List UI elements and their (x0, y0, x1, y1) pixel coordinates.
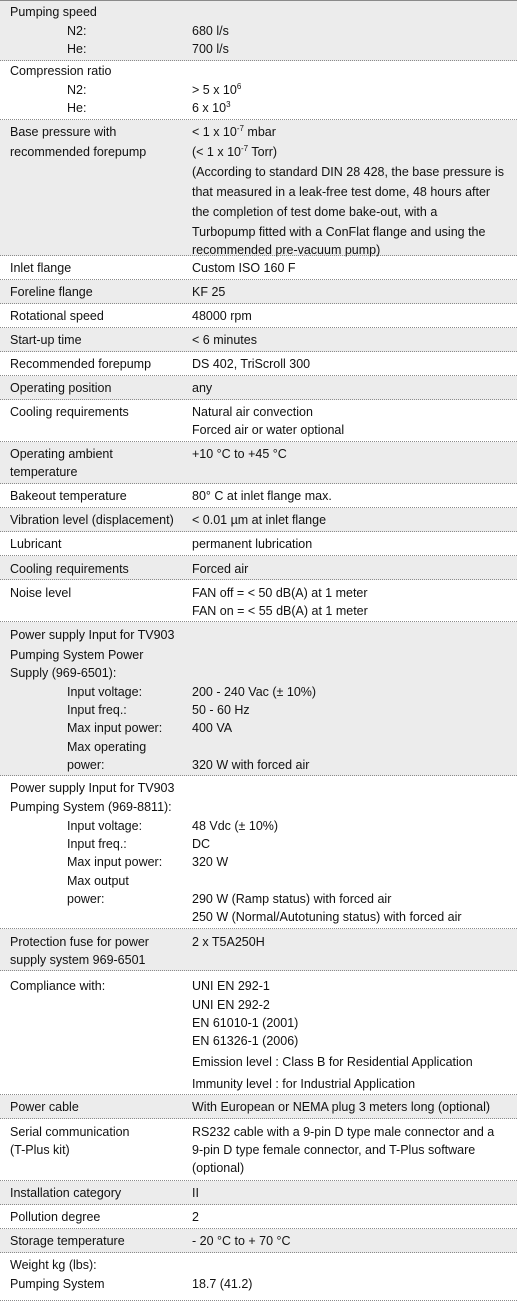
spec-line (0, 853, 517, 871)
spec-line (0, 355, 517, 373)
value-unit: Torr) (248, 145, 278, 159)
spec-value (192, 1098, 490, 1116)
spec-line (0, 817, 517, 835)
value-text: DS 402, TriScroll 300 (192, 357, 311, 371)
value-text: Turbopump fitted with a ConFlat flange and using the (192, 225, 486, 239)
spec-row (0, 1119, 517, 1181)
value-text: 2 (192, 1210, 199, 1224)
spec-line (0, 40, 517, 58)
value-text: (optional) (192, 1161, 245, 1175)
value-text: that measured in a leak-free test dome, 48 hours after (192, 185, 491, 199)
spec-line (0, 143, 517, 161)
spec-label: Pollution degree (10, 1210, 101, 1224)
spec-label: temperature (10, 465, 78, 479)
spec-line (0, 738, 517, 756)
spec-line (0, 1208, 517, 1226)
spec-value (192, 1075, 415, 1093)
spec-row (0, 1253, 517, 1301)
value-text: II (192, 1186, 199, 1200)
value-superscript: -7 (241, 143, 249, 153)
value-text: UNI EN 292-1 (192, 979, 270, 993)
spec-row (0, 1229, 517, 1253)
spec-sublabel: Max operating (67, 740, 147, 754)
spec-row (0, 1181, 517, 1205)
spec-sublabel: Max input power: (67, 721, 163, 735)
value-text: 2 x T5A250H (192, 935, 265, 949)
spec-label: Recommended forepump (10, 357, 152, 371)
spec-value (192, 421, 344, 439)
spec-line (0, 307, 517, 325)
value-text: 9-pin D type female connector, and T-Plus software (192, 1143, 476, 1157)
spec-line (0, 646, 517, 664)
spec-value (192, 203, 437, 221)
spec-line (0, 756, 517, 774)
spec-value (192, 977, 270, 995)
value-text: +10 °C to +45 °C (192, 447, 287, 461)
spec-line (0, 62, 517, 80)
spec-value (192, 487, 332, 505)
value-text: DC (192, 837, 211, 851)
spec-line (0, 403, 517, 421)
spec-line (0, 463, 517, 481)
spec-value (192, 511, 326, 529)
spec-value (192, 1159, 244, 1177)
value-text: 290 W (Ramp status) with forced air (192, 892, 392, 906)
value-text: 50 - 60 Hz (192, 703, 250, 717)
spec-row (0, 304, 517, 328)
spec-line (0, 81, 517, 99)
value-text: Natural air convection (192, 405, 313, 419)
spec-line (0, 908, 517, 926)
value-text: 200 - 240 Vac (± 10%) (192, 685, 317, 699)
spec-label: Foreline flange (10, 285, 93, 299)
spec-label: Rotational speed (10, 309, 104, 323)
spec-row (0, 971, 517, 1095)
spec-label: supply system 969-6501 (10, 953, 146, 967)
spec-line (0, 951, 517, 969)
spec-value (192, 908, 462, 926)
value-text: 250 W (Normal/Autotuning status) with forced air (192, 910, 462, 924)
spec-value (192, 445, 287, 463)
value-text: 320 W (192, 855, 229, 869)
spec-line (0, 1014, 517, 1032)
spec-value (192, 1232, 291, 1250)
spec-row (0, 508, 517, 532)
spec-sublabel: power: (67, 892, 105, 906)
value-text: 48 Vdc (± 10%) (192, 819, 279, 833)
value-text: permanent lubrication (192, 537, 313, 551)
value-text: EN 61326-1 (2006) (192, 1034, 299, 1048)
spec-line (0, 602, 517, 620)
spec-line (0, 3, 517, 21)
spec-value (192, 853, 228, 871)
spec-line (0, 183, 517, 201)
spec-value (192, 683, 316, 701)
spec-line (0, 835, 517, 853)
value-text: EN 61010-1 (2001) (192, 1016, 299, 1030)
spec-value (192, 379, 212, 397)
spec-value (192, 584, 368, 602)
spec-value (192, 1184, 199, 1202)
spec-line (0, 719, 517, 737)
spec-line (0, 1098, 517, 1116)
spec-label: Pumping System (10, 1277, 105, 1291)
spec-value (192, 535, 312, 553)
value-unit: mbar (243, 125, 276, 139)
spec-label: Protection fuse for power (10, 935, 149, 949)
spec-line (0, 163, 517, 181)
spec-row (0, 0, 517, 61)
spec-label: Power cable (10, 1100, 79, 1114)
value-text: Immunity level : for Industrial Application (192, 1077, 416, 1091)
spec-label: Weight kg (lbs): (10, 1258, 97, 1272)
spec-label: Storage temperature (10, 1234, 125, 1248)
spec-value (192, 1208, 199, 1226)
spec-row (0, 400, 517, 442)
spec-line (0, 933, 517, 951)
spec-row (0, 280, 517, 304)
spec-sublabel: N2: (67, 24, 87, 38)
spec-line (0, 445, 517, 463)
spec-row (0, 120, 517, 256)
spec-value (192, 1141, 475, 1159)
value-text: (According to standard DIN 28 428, the base pressure is (192, 165, 504, 179)
value-text: RS232 cable with a 9-pin D type male connector and a (192, 1125, 495, 1139)
spec-line (0, 701, 517, 719)
spec-label: Vibration level (displacement) (10, 513, 174, 527)
spec-label: Bakeout temperature (10, 489, 127, 503)
spec-value (192, 307, 252, 325)
spec-line (0, 1032, 517, 1050)
spec-row (0, 622, 517, 776)
spec-label: Start-up time (10, 333, 82, 347)
spec-value (192, 22, 229, 40)
value-text: (< 1 x 10 (192, 145, 241, 159)
spec-value (192, 403, 313, 421)
spec-line (0, 1159, 517, 1177)
spec-label: Inlet flange (10, 261, 72, 275)
spec-row (0, 532, 517, 556)
value-text: the completion of test dome bake-out, with a (192, 205, 438, 219)
spec-line (0, 872, 517, 890)
value-text: Emission level : Class B for Residential Application (192, 1055, 473, 1069)
spec-sublabel: He: (67, 42, 87, 56)
value-text: Forced air (192, 562, 249, 576)
spec-row (0, 352, 517, 376)
spec-row (0, 929, 517, 971)
spec-row (0, 376, 517, 400)
spec-line (0, 421, 517, 439)
value-text: 80° C at inlet flange max. (192, 489, 332, 503)
spec-row (0, 328, 517, 352)
spec-value (192, 602, 368, 620)
spec-line (0, 123, 517, 141)
spec-line (0, 1075, 517, 1093)
spec-line (0, 977, 517, 995)
spec-value (192, 835, 210, 853)
spec-sublabel: Input voltage: (67, 685, 143, 699)
spec-label: Compliance with: (10, 979, 106, 993)
spec-line (0, 223, 517, 241)
spec-line (0, 203, 517, 221)
spec-value (192, 331, 257, 349)
spec-row (0, 776, 517, 929)
spec-value (192, 40, 229, 58)
spec-line (0, 584, 517, 602)
spec-line (0, 535, 517, 553)
spec-sublabel: Max output (67, 874, 129, 888)
spec-value (192, 560, 248, 578)
value-text: 18.7 (41.2) (192, 1277, 253, 1291)
spec-label: recommended forepump (10, 145, 147, 159)
spec-line (0, 379, 517, 397)
spec-line (0, 798, 517, 816)
spec-value (192, 701, 250, 719)
spec-row (0, 1205, 517, 1229)
spec-row (0, 1095, 517, 1119)
spec-sublabel: Input voltage: (67, 819, 143, 833)
spec-row (0, 256, 517, 280)
value-text: 6 x 10 (192, 101, 227, 115)
spec-value (192, 355, 310, 373)
spec-line (0, 779, 517, 797)
spec-label: (T-Plus kit) (10, 1143, 70, 1157)
spec-sublabel: N2: (67, 83, 87, 97)
spec-line (0, 1053, 517, 1071)
spec-row (0, 484, 517, 508)
spec-line (0, 996, 517, 1014)
spec-label: Operating position (10, 381, 112, 395)
spec-label: Compression ratio (10, 64, 112, 78)
spec-value (192, 817, 278, 835)
spec-line (0, 560, 517, 578)
spec-line (0, 259, 517, 277)
spec-row (0, 556, 517, 580)
value-superscript: 6 (236, 81, 242, 91)
spec-value (192, 283, 225, 301)
value-superscript: 3 (226, 99, 231, 109)
spec-sublabel: Input freq.: (67, 837, 127, 851)
spec-label: Pumping System Power (10, 648, 144, 662)
spec-line (0, 22, 517, 40)
value-text: recommended pre-vacuum pump) (192, 243, 381, 257)
value-text: With European or NEMA plug 3 meters long (optional) (192, 1100, 491, 1114)
spec-label: Cooling requirements (10, 405, 129, 419)
spec-line (0, 511, 517, 529)
spec-value (192, 1275, 252, 1293)
spec-line (0, 1123, 517, 1141)
value-text: Custom ISO 160 F (192, 261, 296, 275)
spec-label: Power supply Input for TV903 (10, 628, 175, 642)
value-text: 48000 rpm (192, 309, 252, 323)
spec-sublabel: Input freq.: (67, 703, 127, 717)
value-text: UNI EN 292-2 (192, 998, 270, 1012)
spec-label: Supply (969-6501): (10, 666, 117, 680)
value-superscript: -7 (236, 123, 244, 133)
spec-line (0, 1232, 517, 1250)
spec-label: Pumping System (969-8811): (10, 800, 172, 814)
spec-line (0, 890, 517, 908)
spec-label: Cooling requirements (10, 562, 129, 576)
spec-value (192, 1014, 298, 1032)
spec-line (0, 283, 517, 301)
spec-value (192, 933, 265, 951)
value-text: 400 VA (192, 721, 233, 735)
spec-value (192, 183, 490, 201)
spec-sublabel: He: (67, 101, 87, 115)
spec-value (192, 259, 296, 277)
spec-line (0, 1141, 517, 1159)
spec-label: Power supply Input for TV903 (10, 781, 175, 795)
spec-line (0, 683, 517, 701)
spec-value (192, 756, 309, 774)
value-text: KF 25 (192, 285, 226, 299)
value-text: > 5 x 10 (192, 83, 237, 97)
spec-sublabel: Max input power: (67, 855, 163, 869)
spec-value (192, 123, 276, 141)
spec-line (0, 626, 517, 644)
spec-value (192, 1053, 473, 1071)
spec-value (192, 81, 241, 99)
spec-row (0, 580, 517, 622)
value-text: 700 l/s (192, 42, 229, 56)
spec-label: Installation category (10, 1186, 122, 1200)
spec-line (0, 1256, 517, 1274)
spec-value (192, 719, 232, 737)
spec-row (0, 442, 517, 484)
value-text: < 1 x 10 (192, 125, 237, 139)
spec-line (0, 1275, 517, 1293)
spec-label: Base pressure with (10, 125, 117, 139)
spec-value (192, 223, 485, 241)
value-text: FAN off = < 50 dB(A) at 1 meter (192, 586, 368, 600)
spec-label: Pumping speed (10, 5, 97, 19)
spec-line (0, 99, 517, 117)
value-text: < 6 minutes (192, 333, 257, 347)
value-text: FAN on = < 55 dB(A) at 1 meter (192, 604, 368, 618)
spec-line (0, 331, 517, 349)
spec-value (192, 996, 270, 1014)
spec-line (0, 664, 517, 682)
value-text: - 20 °C to + 70 °C (192, 1234, 291, 1248)
spec-value (192, 143, 277, 161)
spec-value (192, 1032, 298, 1050)
spec-value (192, 99, 231, 117)
spec-label: Lubricant (10, 537, 62, 551)
spec-label: Noise level (10, 586, 72, 600)
spec-sublabel: power: (67, 758, 105, 772)
spec-line (0, 487, 517, 505)
spec-label: Operating ambient (10, 447, 113, 461)
value-text: 680 l/s (192, 24, 229, 38)
spec-value (192, 163, 504, 181)
spec-value (192, 890, 391, 908)
spec-label: Serial communication (10, 1125, 130, 1139)
value-text: < 0.01 µm at inlet flange (192, 513, 327, 527)
value-text: Forced air or water optional (192, 423, 345, 437)
spec-line (0, 1184, 517, 1202)
value-text: any (192, 381, 213, 395)
spec-value (192, 1123, 494, 1141)
value-text: 320 W with forced air (192, 758, 310, 772)
spec-row (0, 60, 517, 120)
